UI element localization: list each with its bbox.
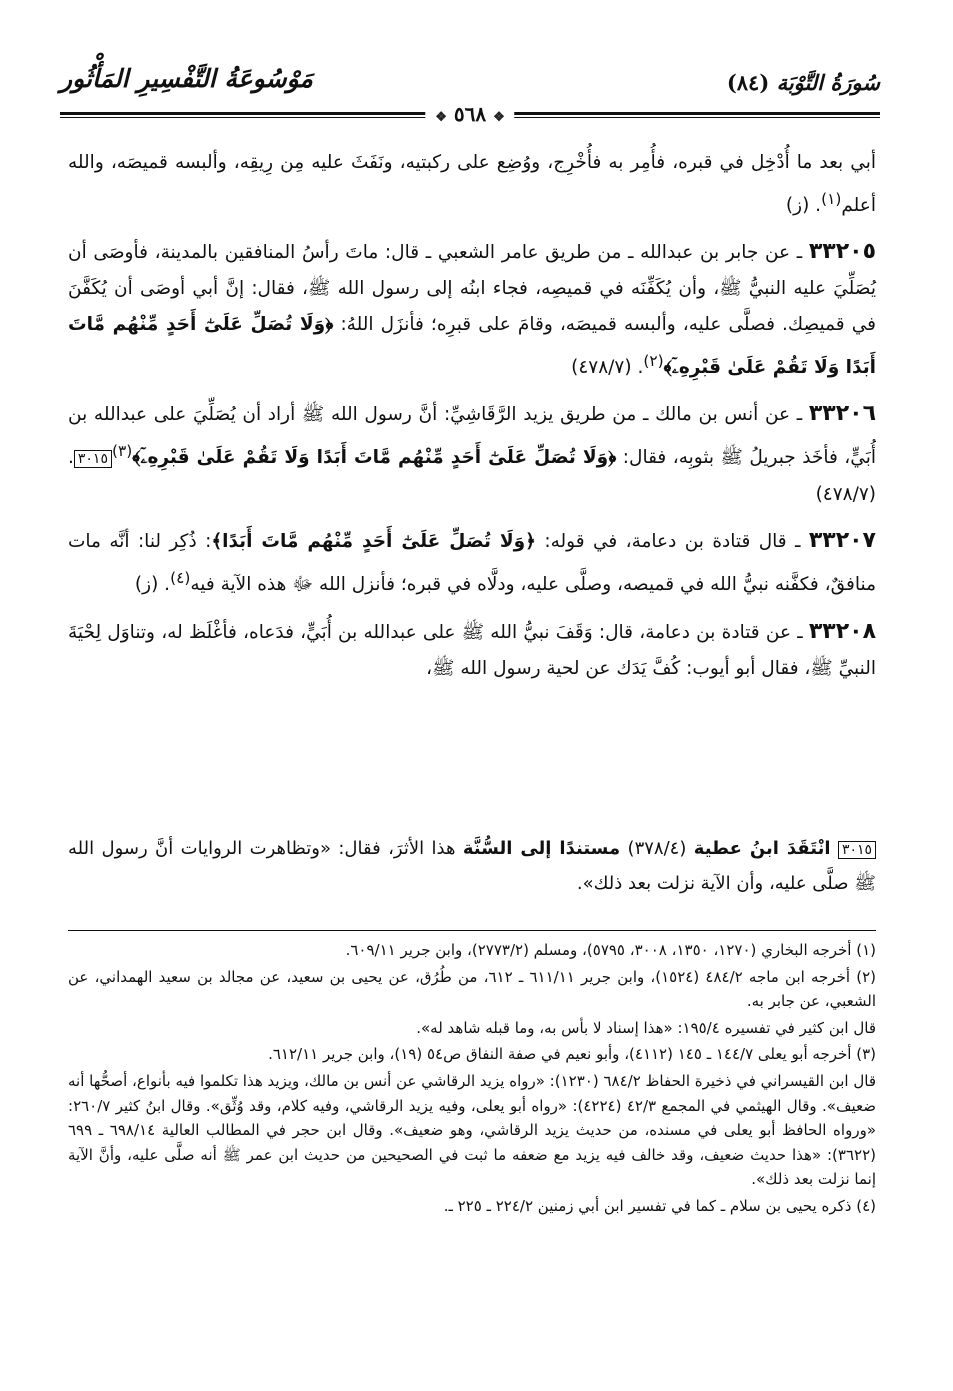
narration-33206 [68,396,876,513]
quran-verse: ﴿وَلَا تُصَلِّ عَلَىٰٓ أَحَدٍ مِّنْهُم مَّاتَ أَبَدًا﴾ [211,531,536,553]
commentary-note [68,832,876,901]
note-heading: انْتَقَدَ ابنُ عطية [693,838,831,859]
narration-text: : ذُكِر لنا: أنَّه مات منافقٌ، فكفَّنه نبيُّ الله في قميصه، وصلَّى عليه، ودلَّاه في قبره؛ فأنزل الله ﷻ هذه الآية فيه [68,531,876,596]
book-title: مَوْسُوعَةُ التَّفْسِيرِ المَأْثُور [60,64,313,93]
narration-text: ـ عن جابر بن عبدالله ـ من طريق عامر الشعبي ـ قال: ماتَ رأسُ المنافقين بالمدينة، فأوصَى أن يُصَلِّيَ عليه النبيُّ ﷺ، وأن يُكَفِّنَه في قميصِه، فجاء ابنُه إلى رسول الله ﷺ، فقال: إنَّ أبي أوصَى أن يُكَفَّنَ في قميصِك. فصلَّى عليه، وألبسه قميصَه، وقامَ على قبرِه؛ فأنزَل اللهُ: [68,242,876,336]
commentary-box-ref: ٣٠١٥ [74,450,112,468]
sura-header [727,70,880,95]
footnotes [68,938,876,1221]
footnote-2-comment: قال ابن كثير في تفسيره ١٩٥/٤: «هذا إسناد لا بأس به، وما قبله شاهد له». [416,1018,876,1037]
note-text: هذا الأثرَ، فقال: «وتظاهرت الروايات أنَّ رسول الله ﷺ صلَّى عليه، وأن الآية نزلت بعد ذلك». [68,838,876,894]
footnote-4: (٤) ذكره يحيى بن سلام ـ كما في تفسير ابن أبي زمنين ٢٢٤/٢ ـ ٢٢٥ ـ. [443,1196,876,1215]
narration-33208 [68,614,876,687]
footnote-marker: (١) [821,190,842,208]
paragraph-end: . (ز) [785,195,822,217]
volume-reference: . (٤٧٨/٧) [68,447,876,506]
paragraph-continuation [68,145,876,224]
narration-number: ٣٣٢٠٦ [808,401,876,427]
narration-text: ـ قال قتادة بن دعامة، في قوله: [535,531,809,553]
quran-verse: ﴿وَلَا تُصَلِّ عَلَىٰٓ أَحَدٍ مِّنْهُم مَّاتَ أَبَدًا وَلَا تَقُمْ عَلَىٰ قَبْرِهِۦٓ﴾ [68,314,876,379]
ornament-icon: ❖ [493,110,505,125]
ornament-icon: ❖ [435,110,447,125]
narration-text: ـ عن أنس بن مالك ـ من طريق يزيد الرَّقَاشِيِّ: أنَّ رسول الله ﷺ أراد أن يُصَلِّيَ على عبدالله بن أُبَيٍّ، فأخَذ جبريلُ ﷺ بثوبِه، فقال: [68,404,876,469]
page-number-text: ٥٦٨ [453,102,487,126]
narration-number: ٣٣٢٠٨ [808,618,876,644]
narration-33205 [68,234,876,386]
narration-33207 [68,523,876,603]
note-reference: (٣٧٨/٤) [620,838,694,859]
quran-verse: ﴿وَلَا تُصَلِّ عَلَىٰٓ أَحَدٍ مِّنْهُم مَّاتَ أَبَدًا وَلَا تَقُمْ عَلَىٰ قَبْرِهِۦٓ﴾ [132,447,617,469]
paragraph-text: أبي بعد ما أُدْخِل في قبره، فأُمِر به فأُخْرِج، ووُضِع على ركبتيه، ونَفَثَ عليه مِن رِيقِه، وألبسه قميصَه، والله أعلم [68,152,876,217]
verse-reference: (٨٤) [726,70,770,95]
paragraph-end: . (ز) [134,574,171,596]
main-text [68,145,876,697]
footnote-3-comment: قال ابن القيسراني في ذخيرة الحفاظ ٦٨٤/٢ (١٢٣٠): «رواه يزيد الرقاشي عن أنس بن مالك، ويزيد هذا تكلموا فيه بأنواع، أصحُّها أنه ضعيف». وقال الهيثمي في المجمع ٤٢/٣ (٤٢٢٤): «رواه أبو يعلى، وفيه يزيد الرقاشي، وفيه كلام، وقد وُثِّق». وقال ابنُ كثير ٢٦٠/٧: «ورواه الحافظ أبو يعلى في مسنده، من حديث يزيد الرقاشي، وهو ضعيف». وقال ابن حجر في المطالب العالية ٦٩٨/١٤ ـ ٦٩٩ (٣٦٢٢): «هذا حديث ضعيف، وقد خالف فيه يزيد مع ضعفه ما ثبت في الصحيحين من حديث ابن عمر ﷺ أنه صلَّى عليه، وأنَّ الآية إنما نزلت بعد ذلك». [68,1071,876,1189]
sura-name: سُورَةُ التَّوْبَة [776,70,880,95]
footnote-3: (٣) أخرجه أبو يعلى ١٤٤/٧ ـ ١٤٥ (٤١١٢)، وأبو نعيم في صفة النفاق ص٥٤ (١٩)، وابن جرير ٦١٢/١١. [268,1045,876,1064]
footnote-marker: (٢) [643,352,664,371]
commentary-box-number: ٣٠١٥ [838,841,876,859]
page-header [60,60,880,130]
note-emphasis: مستندًا إلى السُّنَّة [462,838,621,859]
narration-number: ٣٣٢٠٧ [808,528,876,554]
narration-text: ـ عن قتادة بن دعامة، قال: وَقَفَ نبيُّ الله ﷺ على عبدالله بن أُبَيٍّ، فدَعاه، فأغْلَظ له، وتناوَل لِحْيَةَ النبيِّ ﷺ، فقال أبو أيوب: كُفَّ يَدَك عن لحية رسول الله ﷺ، [68,621,876,679]
volume-reference: . (٤٧٨/٧) [571,357,644,379]
footnote-marker: (٤) [170,569,191,588]
footnote-1: (١) أخرجه البخاري (١٢٧٠، ١٣٥٠، ٣٠٠٨، ٥٧٩٥)، ومسلم (٢٧٧٣/٢)، وابن جرير ٦٠٩/١١. [345,941,876,959]
narration-number: ٣٣٢٠٥ [808,239,876,265]
footnote-2: (٢) أخرجه ابن ماجه ٤٨٤/٢ (١٥٢٤)، وابن جرير ٦١١/١١ ـ ٦١٢، من طُرُق، عن يحيى بن سعيد، عن مجالد بن سعيد الهمداني، عن الشعبي، عن جابر به. [68,967,877,1011]
page-number [425,102,514,126]
footnote-divider [68,930,876,931]
footnote-marker: (٣) [111,442,133,461]
